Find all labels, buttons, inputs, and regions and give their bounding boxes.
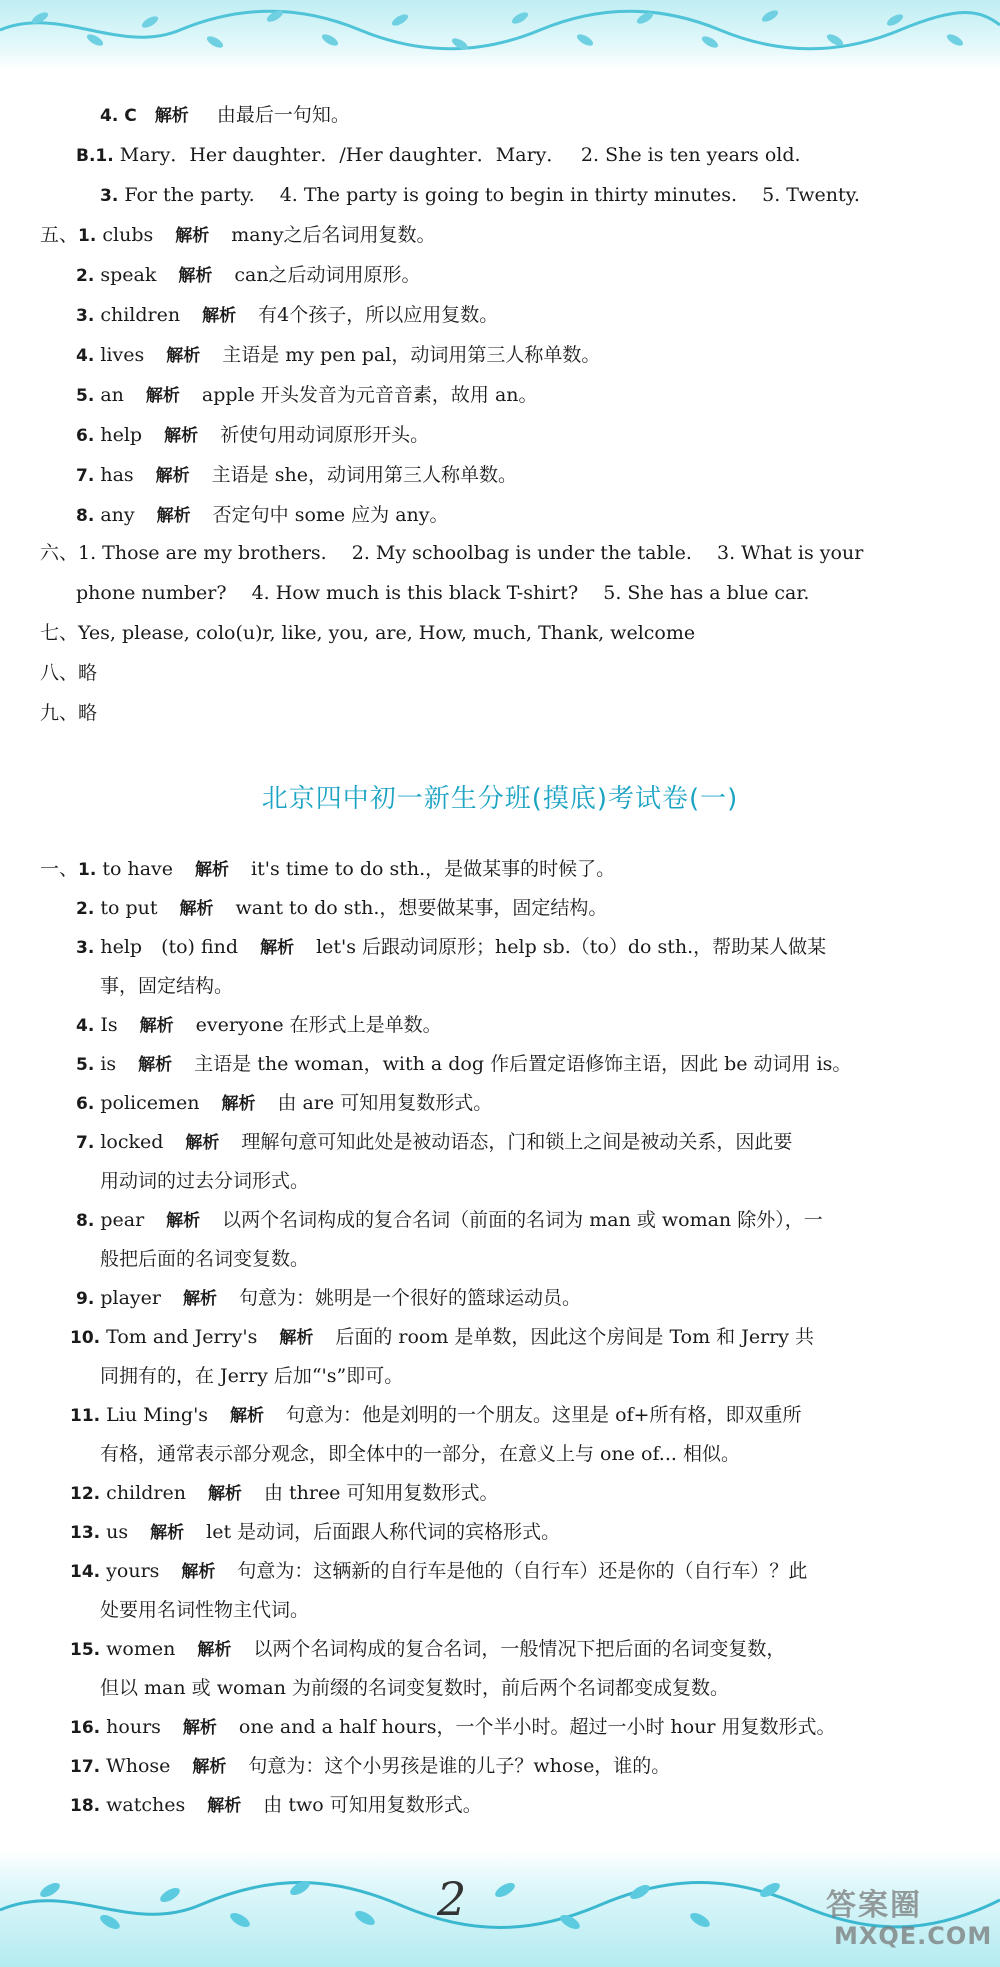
section-marker: 五、 [40,224,79,246]
answer-word: Tom and Jerry's [106,1326,258,1348]
answer-item [76,1012,442,1039]
answer-line [100,182,860,209]
item-number: 12. [70,1484,101,1504]
answer-text: Yes, please, colo(u)r, like, you, are, How, much, Thank, welcome [78,622,696,644]
section-marker: 八、 [40,662,79,684]
answer-item [70,1636,785,1663]
analysis-text: 由 two 可知用复数形式。 [263,1794,482,1816]
analysis-continuation [100,1597,309,1623]
section-marker: 九、 [40,702,79,724]
analysis-text: 由最后一句知。 [216,104,350,126]
analysis-text: 以两个名词构成的复合名词（前面的名词为 man 或 woman 除外），一 [222,1209,823,1231]
answer-item [70,1753,670,1780]
item-number: 2. [76,899,95,919]
answer-word: clubs [102,224,154,246]
analysis-text: 祈使句用动词原形开头。 [220,424,430,446]
answer-item [70,1792,482,1819]
analysis-label: 解析 [197,1640,232,1660]
section-6-line-1 [40,540,863,566]
answer-item [70,1324,814,1351]
analysis-text: want to do sth.，想要做某事，固定结构。 [235,897,608,919]
answer-item [76,934,826,961]
answer-item [76,1285,581,1312]
analysis-text: 般把后面的名词变复数。 [100,1248,310,1270]
answer-item [76,462,517,489]
answer-word: Liu Ming's [106,1404,209,1426]
analysis-text: 句意为：他是刘明的一个朋友。这里是 of+所有格，即双重所 [286,1404,802,1426]
answer-word: policemen [100,1092,200,1114]
page-number: 2 [437,1872,467,1926]
answer-word: Whose [106,1755,171,1777]
item-number: 5. [76,386,95,406]
analysis-label: 解析 [166,346,201,366]
answer-item [76,262,421,289]
analysis-text: 由 three 可知用复数形式。 [263,1482,499,1504]
analysis-continuation [100,1675,729,1701]
item-number: 4. [76,1016,95,1036]
answer-text: 略 [78,662,98,684]
analysis-text: 以两个名词构成的复合名词，一般情况下把后面的名词变复数， [253,1638,786,1660]
analysis-label: 解析 [207,1484,242,1504]
answer-item [76,502,449,529]
item-number: 11. [70,1406,101,1426]
item-number: 7. [76,466,95,486]
item-number: 6. [76,1094,95,1114]
section-7-line [40,620,695,646]
item-number: 3. [76,306,95,326]
item-number: 9. [76,1289,95,1309]
answer-text: For the party. 4. The party is going to begin in thirty minutes. 5. Twenty. [124,184,860,206]
watermark-text: 答案圈 [826,1888,922,1923]
answer-word: player [100,1287,161,1309]
answer-word: pear [100,1209,145,1231]
item-number: 13. [70,1523,101,1543]
section-8-line [40,660,97,686]
analysis-label: 解析 [166,1211,201,1231]
analysis-text: 有格，通常表示部分观念，即全体中的一部分，在意义上与 one of... 相似。 [100,1443,740,1465]
answer-word: yours [106,1560,160,1582]
section-9-line [40,700,97,726]
analysis-text: 后面的 room 是单数，因此这个房间是 Tom 和 Jerry 共 [335,1326,815,1348]
answer-item [76,1090,492,1117]
analysis-label: 解析 [139,1016,174,1036]
answer-word: help (to) find [100,936,239,958]
analysis-text: it's time to do sth.，是做某事的时候了。 [251,858,616,880]
analysis-text: many之后名词用复数。 [231,224,436,246]
exam-title: 北京四中初一新生分班(摸底)考试卷(一) [261,784,739,814]
item-number: 4. [76,346,95,366]
answer-word: is [100,1053,117,1075]
answer-item [76,1207,823,1234]
analysis-text: apple 开头发音为元音音素，故用 an。 [201,384,538,406]
analysis-label: 解析 [230,1406,265,1426]
answer-item [76,342,600,369]
analysis-text: one and a half hours，一个半小时。超过一小时 hour 用复数形式。 [238,1716,836,1738]
analysis-label: 解析 [192,1757,227,1777]
analysis-continuation [100,1363,403,1389]
item-number: 17. [70,1757,101,1777]
analysis-text: 同拥有的，在 Jerry 后加“'s”即可。 [100,1365,404,1387]
answer-word: has [100,464,134,486]
item-number: 15. [70,1640,101,1660]
analysis-text: 事，固定结构。 [100,975,234,997]
analysis-label: 解析 [185,1133,220,1153]
analysis-continuation [100,1168,309,1194]
analysis-text: 否定句中 some 应为 any。 [212,504,449,526]
answer-item [70,1558,807,1585]
answer-item [76,302,498,329]
analysis-label: 解析 [178,266,213,286]
answer-text: phone number? 4. How much is this black T-shirt? 5. She has a blue car. [76,582,810,604]
section-marker: 七、 [40,622,79,644]
answer-word: any [100,504,135,526]
item-number: 5. [76,1055,95,1075]
item-number: 14. [70,1562,101,1582]
answer-item [76,895,607,922]
analysis-label: 解析 [279,1328,314,1348]
item-number: 10. [70,1328,101,1348]
analysis-text: let's 后跟动词原形；help sb.（to）do sth.，帮助某人做某 [316,936,827,958]
analysis-text: 处要用名词性物主代词。 [100,1599,310,1621]
item-number: 3. [76,938,95,958]
answer-word: children [100,304,181,326]
item-number: 7. [76,1133,95,1153]
answer-item [70,1519,560,1546]
answer-text: 略 [78,702,98,724]
analysis-label: 解析 [182,1289,217,1309]
analysis-label: 解析 [156,506,191,526]
answer-item [70,1402,801,1429]
analysis-text: 句意为：这辆新的自行车是他的（自行车）还是你的（自行车）？此 [237,1560,808,1582]
answer-item [70,1714,836,1741]
watermark-url: MXQE.COM [834,1922,993,1950]
analysis-label: 解析 [182,1718,217,1738]
section-marker: 六、 [40,542,79,564]
answer-item [70,1480,498,1507]
analysis-text: 用动词的过去分词形式。 [100,1170,310,1192]
answer-word: watches [106,1794,186,1816]
answer-word: children [106,1482,186,1504]
analysis-label: 解析 [138,1055,173,1075]
analysis-text: 主语是 she，动词用第三人称单数。 [211,464,517,486]
analysis-text: 主语是 my pen pal，动词用第三人称单数。 [222,344,601,366]
analysis-continuation [100,973,233,999]
analysis-text: 理解句意可知此处是被动语态，门和锁上之间是被动关系，因此要 [241,1131,793,1153]
analysis-text: 但以 man 或 woman 为前缀的名词变复数时，前后两个名词都变成复数。 [100,1677,730,1699]
analysis-label: 解析 [175,226,210,246]
item-number: 8. [76,1211,95,1231]
analysis-text: let 是动词，后面跟人称代词的宾格形式。 [206,1521,561,1543]
analysis-label: 解析 [202,306,237,326]
answer-word: Is [100,1014,118,1036]
analysis-label: 解析 [154,106,189,126]
answer-item [40,222,436,249]
analysis-label: 解析 [164,426,199,446]
analysis-text: can之后动词用原形。 [234,264,421,286]
answer-line [100,102,350,129]
item-number: 2. [76,266,95,286]
item-number: 8. [76,506,95,526]
answer-word: to have [102,858,174,880]
answer-item [76,1129,792,1156]
watermark-logo [826,1880,993,1960]
item-number: B.1. [76,146,114,166]
analysis-text: 句意为：这个小男孩是谁的儿子？whose，谁的。 [248,1755,671,1777]
analysis-continuation [100,1246,309,1272]
analysis-text: 主语是 the woman，with a dog 作后置定语修饰主语，因此 be 动词用 is。 [194,1053,852,1075]
top-decorative-banner [0,0,1000,70]
answer-word: women [106,1638,176,1660]
answer-word: speak [100,264,157,286]
analysis-continuation [100,1441,740,1467]
item-number: 16. [70,1718,101,1738]
analysis-label: 解析 [195,860,230,880]
analysis-label: 解析 [179,899,214,919]
item-number: 3. [100,186,119,206]
answer-item [76,382,538,409]
analysis-text: everyone 在形式上是单数。 [195,1014,442,1036]
analysis-label: 解析 [207,1796,242,1816]
answer-line [76,142,801,169]
analysis-text: 句意为：姚明是一个很好的篮球运动员。 [238,1287,581,1309]
analysis-label: 解析 [181,1562,216,1582]
item-number: 6. [76,426,95,446]
answer-word: lives [100,344,145,366]
analysis-label: 解析 [155,466,190,486]
answer-word: an [100,384,124,406]
answer-item [76,1051,851,1078]
section-6-line-2 [76,580,809,606]
item-number: 1. [78,226,97,246]
item-number: 1. [78,860,97,880]
answer-item [40,856,615,883]
analysis-text: 有4个孩子，所以应用复数。 [258,304,499,326]
analysis-label: 解析 [145,386,180,406]
answer-word: to put [100,897,158,919]
vine-pattern-top [0,0,1000,60]
answer-word: help [100,424,143,446]
item-number: 4. C [100,106,137,126]
answer-item [76,422,429,449]
answer-word: hours [106,1716,161,1738]
item-number: 18. [70,1796,101,1816]
answer-text: 1. Those are my brothers. 2. My schoolbag is under the table. 3. What is your [78,542,864,564]
analysis-label: 解析 [150,1523,185,1543]
analysis-label: 解析 [260,938,295,958]
analysis-text: 由 are 可知用复数形式。 [277,1092,493,1114]
answer-text: Mary．Her daughter．/Her daughter．Mary． 2. She is ten years old. [119,144,801,166]
section-marker: 一、 [40,858,79,880]
answer-word: us [106,1521,129,1543]
answer-word: locked [100,1131,164,1153]
analysis-label: 解析 [221,1094,256,1114]
